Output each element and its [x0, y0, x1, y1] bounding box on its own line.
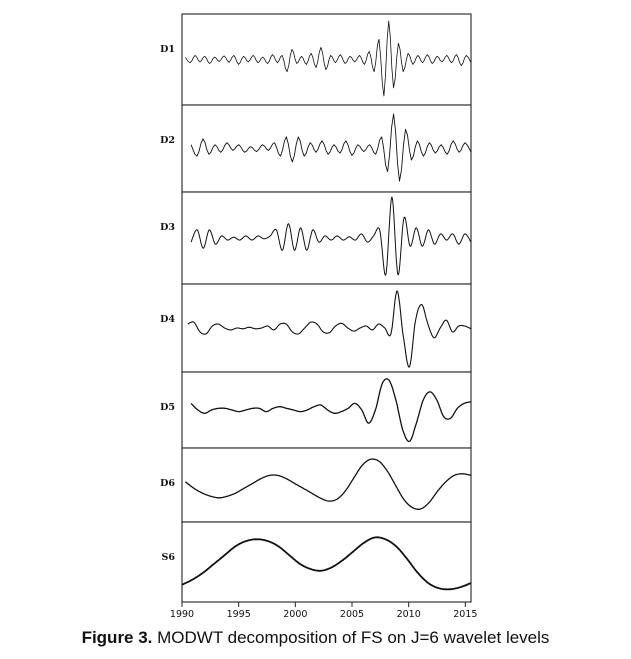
panel-label-d3: D3 — [160, 222, 175, 233]
panel-d6 — [160, 448, 471, 522]
figure-label: Figure 3. — [81, 628, 153, 647]
panel-s6 — [162, 522, 471, 602]
panel-label-d4: D4 — [160, 314, 175, 325]
panel-d2 — [160, 105, 471, 192]
panel-d3 — [160, 192, 471, 284]
x-tick-label-1995: 1995 — [226, 609, 251, 620]
x-tick-label-2005: 2005 — [339, 609, 365, 620]
x-tick-label-2000: 2000 — [283, 609, 308, 620]
panel-frame — [182, 105, 471, 192]
panel-label-d1: D1 — [160, 44, 175, 55]
panel-label-d6: D6 — [160, 478, 175, 489]
panel-d4 — [160, 284, 471, 372]
panel-frame — [182, 448, 471, 522]
panel-d5 — [160, 372, 471, 448]
panel-frame — [182, 522, 471, 602]
x-tick-label-2015: 2015 — [453, 609, 478, 620]
x-tick-label-2010: 2010 — [396, 609, 421, 620]
x-axis — [170, 602, 478, 620]
figure-caption — [0, 628, 631, 648]
x-tick-label-1990: 1990 — [169, 609, 195, 620]
panel-label-d5: D5 — [160, 402, 175, 413]
panel-label-s6: S6 — [161, 552, 175, 563]
figure-caption-text: MODWT decomposition of FS on J=6 wavelet levels — [152, 628, 550, 647]
panel-label-d2: D2 — [160, 135, 175, 146]
panels — [160, 14, 471, 602]
panel-frame — [182, 14, 471, 105]
panel-d1 — [160, 14, 471, 105]
